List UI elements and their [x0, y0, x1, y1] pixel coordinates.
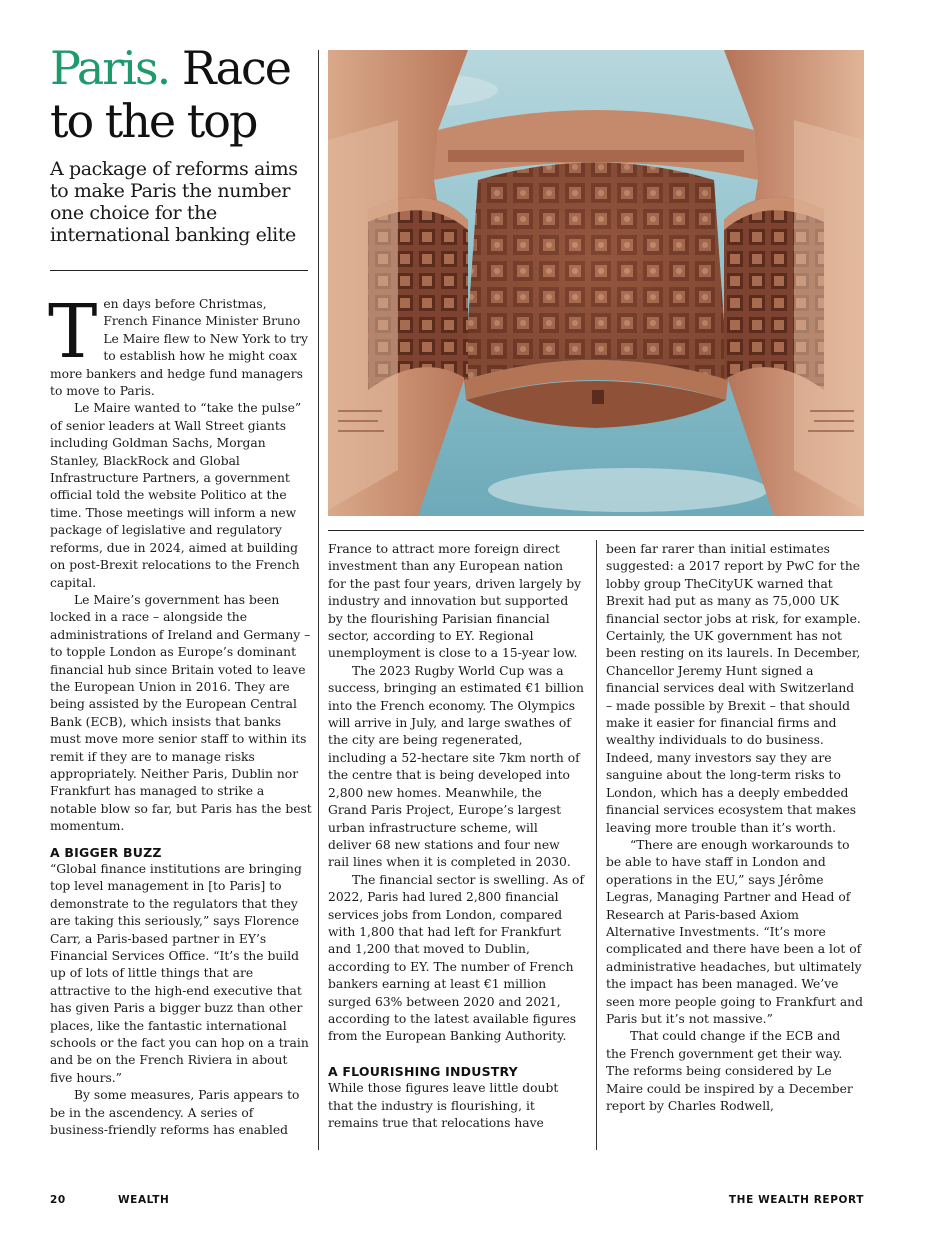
article-column-3	[606, 541, 864, 1115]
paragraph-2: Le Maire wanted to “take the pulse” of senior leaders at Wall Street giants including Goldman Sachs, Morgan Stanley, BlackRock and Global Infrastructure Partners, a government official told the website Politico at the time. Those meetings will inform a new package of legislative and regulatory reforms, due in 2024, aimed at building on post-Brexit relocations to the French capital.	[50, 401, 302, 590]
article-column-1	[48, 289, 312, 1140]
paragraph-4: “Global finance institutions are bringing top level management in [to Paris] to demonstrate to the regulators that they are taking this seriously,” says Florence Carr, a Paris-based partner in EY’s Financial Services Office. “It’s the build up of lots of little things that are attractive to the high-end executive that has given Paris a bigger buzz than other places, like the fantastic international schools or the fact you can hop on a train and be on the French Riviera in about five hours.”	[50, 862, 309, 1085]
paragraph-6: France to attract more foreign direct investment than any European nation for the past four years, driven largely by industry and innovation but supported by the flourishing Parisian financial sector, according to EY. Regional unemployment is close to a 15-year low.	[328, 542, 582, 661]
paragraph-9: While those figures leave little doubt that the industry is flourishing, it remains true that relocations have	[328, 1081, 559, 1130]
standfirst: A package of reforms aims to make Paris the number one choice for the international banking elite	[50, 158, 298, 246]
divider-right	[328, 530, 864, 531]
arc-de-triomphe-photo	[328, 50, 864, 516]
divider-left	[50, 270, 308, 271]
drop-cap: T	[48, 289, 98, 375]
headline-city: Paris.	[50, 41, 170, 95]
paragraph-12: That could change if the ECB and the French government get their way. The reforms being considered by Le Maire could be inspired by a December report by Charles Rodwell,	[606, 1029, 853, 1113]
page-number: 20	[50, 1194, 66, 1206]
subhead-bigger-buzz: A BIGGER BUZZ	[50, 844, 162, 860]
headline-rest: Race to the top	[50, 41, 290, 148]
publication-name: THE WEALTH REPORT	[728, 1194, 864, 1206]
column-rule-2	[596, 540, 597, 1150]
section-label: WEALTH	[118, 1194, 170, 1206]
paragraph-1: en days before Christmas, French Finance Minister Bruno Le Maire flew to New York to try to establish how he might coax more bankers and hedge fund managers to move to Paris.	[50, 297, 308, 399]
subhead-flourishing-industry: A FLOURISHING INDUSTRY	[328, 1063, 518, 1079]
paragraph-3: Le Maire’s government has been locked in a race – alongside the administrations of Ireland and Germany – to topple London as Europe’s dominant financial hub since Britain voted to leave the European Union in 2016. They are being assisted by the European Central Bank (ECB), which insists that banks must move more senior staff to within its remit if they are to manage risks appropriately. Neither Paris, Dublin nor Frankfurt has managed to strike a notable blow so far, but Paris has the best momentum.	[50, 592, 312, 834]
paragraph-8: The financial sector is swelling. As of 2022, Paris had lured 2,800 financial services jobs from London, compared with 1,800 that had left for Frankfurt and 1,200 that moved to Dublin, according to EY. The number of French bankers earning at least €1 million surged 63% between 2020 and 2021, according to the latest available figures from the European Banking Authority.	[328, 872, 585, 1044]
headline	[50, 42, 320, 148]
column-rule-1	[318, 50, 319, 1150]
paragraph-10: been far rarer than initial estimates suggested: a 2017 report by PwC for the lobby group TheCityUK warned that Brexit had put as many as 75,000 UK financial sector jobs at risk, for example. Certainly, the UK government has not been resting on its laurels. In December, Chancellor Jeremy Hunt signed a financial services deal with Switzerland – made possible by Brexit – that should make it easier for financial firms and wealthy individuals to do business. Indeed, many investors say they are sanguine about the long-term risks to London, which has a deeply embedded financial services ecosystem that makes leaving more trouble than it’s worth.	[606, 542, 861, 835]
paragraph-5: By some measures, Paris appears to be in the ascendency. A series of business-friendly reforms has enabled	[50, 1088, 300, 1138]
paragraph-11: “There are enough workarounds to be able to have staff in London and operations in the EU,” says Jérôme Legras, Managing Partner and Head of Research at Paris-based Axiom Alternative Investments. “It’s more complicated and there have been a lot of administrative headaches, but ultimately the impact has been managed. We’ve seen more people going to Frankfurt and Paris but it’s not massive.”	[606, 837, 863, 1026]
article-column-2	[328, 541, 584, 1132]
paragraph-7: The 2023 Rugby World Cup was a success, bringing an estimated €1 billion into the French economy. The Olympics will arrive in July, and large swathes of the city are being regenerated, including a 52-hectare site 7km north of the centre that is being developed into 2,800 new homes. Meanwhile, the Grand Paris Project, Europe’s largest urban infrastructure scheme, will deliver 68 new stations and four new rail lines when it is completed in 2030.	[328, 663, 584, 870]
